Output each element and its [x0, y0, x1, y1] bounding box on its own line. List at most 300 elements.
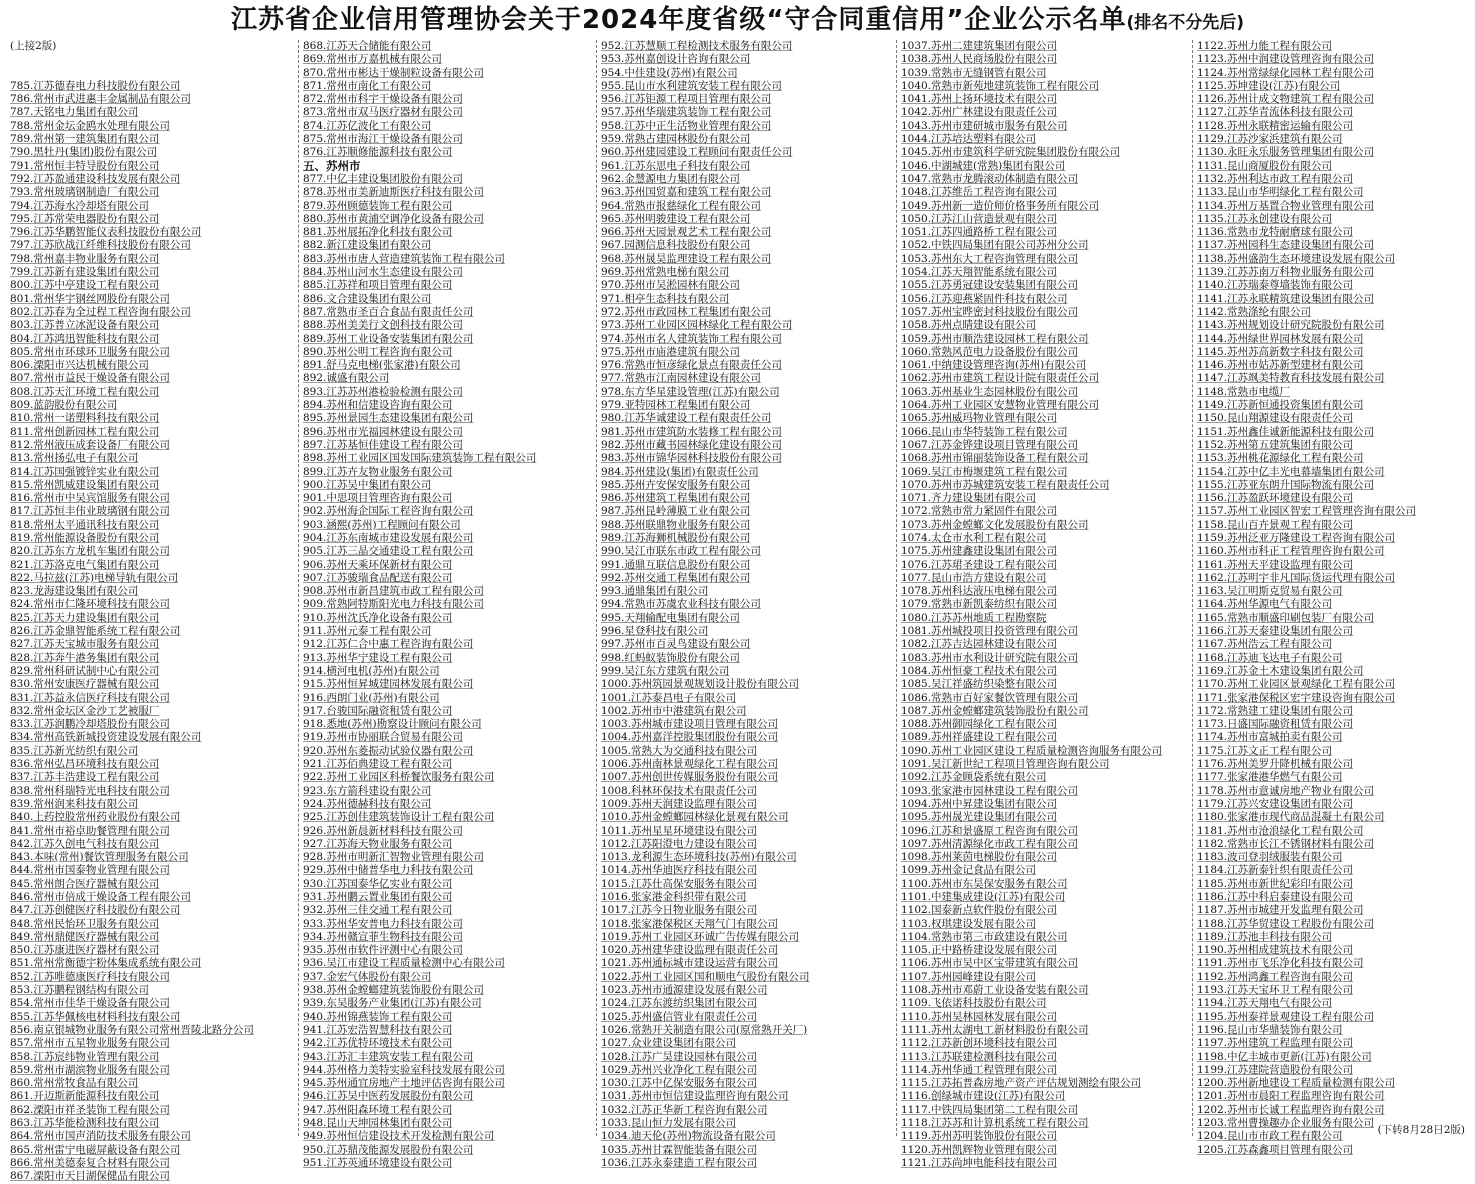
- list-item: 1077.昆山市浩方建设有限公司: [901, 571, 1047, 584]
- list-item: 1184.江苏新泰针织有限责任公司: [1197, 864, 1354, 877]
- list-item: 1034.迪天伦(苏州)物流设备有限公司: [601, 1130, 776, 1143]
- list-item: 886.文合建设集团有限公司: [303, 292, 432, 305]
- list-item: 835.江苏新光纺织有限公司: [10, 744, 139, 757]
- list-item: 908.苏州市新昌建筑市政工程有限公司: [303, 585, 484, 598]
- list-item: 949.苏州恒信建设技术开发检测有限公司: [303, 1130, 495, 1143]
- list-item: 1101.中建集成建设(江苏)有限公司: [901, 891, 1066, 903]
- list-item: 1192.苏州鸿鑫工程咨询有限公司: [1197, 970, 1354, 983]
- list-item: 821.江苏洛克电气集团有限公司: [10, 558, 160, 571]
- list-item: 1125.苏坤建设(江苏)有限公司: [1197, 79, 1341, 92]
- list-item: 1009.苏州天润建设监理有限公司: [601, 797, 758, 810]
- list-item: 906.苏州天乘环保新材有限公司: [303, 558, 453, 571]
- list-item: 852.江苏唯德康医疗科技有限公司: [10, 970, 170, 983]
- list-item: 958.江苏中正生活物业管理有限公司: [601, 119, 772, 132]
- list-item: 844.常州市国泰物业管理有限公司: [10, 864, 170, 877]
- list-item: 1154.江苏中亿丰光电幕墙集团有限公司: [1197, 465, 1385, 478]
- list-item: 1038.苏州人民商场股份有限公司: [901, 53, 1058, 66]
- list-item: 1148.常熟市电缆厂: [1197, 385, 1291, 398]
- list-item: 1127.江苏华青流体科技有限公司: [1197, 106, 1354, 119]
- list-item: 1092.江苏金顾袋系统有限公司: [901, 771, 1047, 784]
- list-item: 1121.江苏尚坤电能科技有限公司: [901, 1156, 1058, 1169]
- list-item: 837.江苏丰浩建设工程有限公司: [10, 771, 160, 784]
- list-item: 890.苏州公明工程咨询有限公司: [303, 345, 453, 358]
- list-item: 1135.江苏永创建设有限公司: [1197, 212, 1333, 225]
- list-item: 823.龙海建设集团有限公司: [10, 585, 139, 598]
- list-item: 901.中思项目管理咨询有限公司: [303, 492, 453, 505]
- list-item: 998.红蚂蚁装饰股份有限公司: [601, 651, 740, 664]
- list-item: 872.常州市科宇干燥设备有限公司: [303, 93, 463, 106]
- list-item: 1016.张家港金科织带有限公司: [601, 891, 747, 903]
- list-item: 875.常州市海江干燥设备有限公司: [303, 133, 463, 146]
- title-sub: (排名不分先后): [1126, 13, 1245, 33]
- list-item: 1065.苏州威玛物业管理有限公司: [901, 412, 1058, 425]
- list-item: 831.江苏益永信医疗科技有限公司: [10, 691, 170, 704]
- list-item: 967.园测信息科技股份有限公司: [601, 239, 751, 252]
- list-item: 1193.江苏天宝环卫工程有限公司: [1197, 984, 1354, 997]
- list-item: 1118.江苏苏和计算机系统工程有限公司: [901, 1117, 1089, 1130]
- list-item: 1079.常熟市新凯泰纺织有限公司: [901, 598, 1058, 611]
- list-item: 786.常州市武进惠丰金属制品有限公司: [10, 93, 191, 106]
- list-item: 1076.江苏珺圣建设工程有限公司: [901, 558, 1058, 571]
- list-item: 898.苏州工业园区国发国际建筑装饰工程有限公司: [303, 452, 537, 465]
- list-item: 922.苏州工业园区科桥餐饮服务有限公司: [303, 771, 495, 784]
- list-item: 1082.江苏吉达园林建设有限公司: [901, 638, 1058, 651]
- list-item: 1097.苏州清源绿化市政工程有限公司: [901, 837, 1079, 850]
- list-item: 880.苏州市黄浦空调净化设备有限公司: [303, 212, 484, 225]
- list-item: 1074.太仓市水利工程有限公司: [901, 531, 1047, 544]
- list-item: 999.吴江东方建筑有限公司: [601, 664, 730, 677]
- list-item: 881.苏州展拓净化科技有限公司: [303, 226, 453, 239]
- list-item: 820.江苏东方龙机车集团有限公司: [10, 545, 170, 558]
- list-item: 1198.中亿丰城市更新(江苏)有限公司: [1197, 1050, 1372, 1063]
- list-item: 925.江苏创佳建筑装饰设计工程有限公司: [303, 811, 495, 824]
- list-item: 887.常熟市圣百合食品有限责任公司: [303, 305, 474, 318]
- list-item: 1033.昆山恒力发展有限公司: [601, 1117, 737, 1130]
- list-item: 987.苏州昆岭薄膜工业有限公司: [601, 505, 751, 518]
- list-item: 1179.江苏兴安建设集团有限公司: [1197, 797, 1354, 810]
- list-item: 1156.江苏盈跃环境建设有限公司: [1197, 492, 1354, 505]
- list-item: 877.中亿丰建设集团股份有限公司: [303, 172, 463, 185]
- list-item: 1042.苏州广林建设有限责任公司: [901, 106, 1058, 119]
- list-item: 1091.吴江新世纪工程项目管理咨询有限公司: [901, 758, 1110, 771]
- list-item: 1070.苏州市苏城建筑安装工程有限责任公司: [901, 478, 1110, 491]
- blank-line: [6, 67, 292, 80]
- list-item: 1067.江苏金铧建设项目管理有限公司: [901, 438, 1079, 451]
- list-item: 1159.苏州泛亚万隆建设工程咨询有限公司: [1197, 531, 1396, 544]
- list-item: 1089.苏州祥盛建设工程有限公司: [901, 731, 1058, 744]
- list-item: 956.江苏钜源工程项目管理有限公司: [601, 93, 772, 106]
- list-item: 1137.苏州园科生态建设集团有限公司: [1197, 239, 1375, 252]
- list-item: 1188.江苏华贸建设工程股份有限公司: [1197, 917, 1375, 930]
- list-item: 891.舒马克电梯(张家港)有限公司: [303, 359, 461, 372]
- list-item: 952.江苏慧顺工程检测技术服务有限公司: [601, 40, 793, 52]
- list-item: 1001.江苏泰昌电子有限公司: [601, 691, 737, 704]
- list-item: 1111.苏州太湖电工新材料股份有限公司: [901, 1023, 1089, 1036]
- list-item: 1205.江苏森鑫项目管理有限公司: [1197, 1143, 1354, 1156]
- list-item: 845.常州朗合医疗器械有限公司: [10, 877, 160, 890]
- list-item: 1133.昆山市华明绿化工程有限公司: [1197, 186, 1364, 199]
- list-item: 1037.苏州二建建筑集团有限公司: [901, 40, 1058, 52]
- list-item: 813.常州扬弘电子有限公司: [10, 452, 139, 465]
- list-item: 1151.苏州鑫佳诚新能源科技有限公司: [1197, 425, 1375, 438]
- list-item: 860.常州常牧食品有限公司: [10, 1077, 139, 1090]
- list-item: 850.江苏康进医疗器材有限公司: [10, 944, 160, 957]
- list-item: 879.苏州顾德装饰工程有限公司: [303, 199, 453, 212]
- list-item: 810.常州一诺塑料科技有限公司: [10, 412, 160, 425]
- list-item: 979.亚特园林工程集团有限公司: [601, 399, 751, 412]
- list-item: 847.江苏创健医疗科技股份有限公司: [10, 904, 181, 917]
- list-item: 1130.永旺永乐服务管理集团有限公司: [1197, 146, 1375, 159]
- list-item: 1166.江苏天泰建设集团有限公司: [1197, 625, 1354, 638]
- list-item: 945.苏州通宜房地产土地评估咨询有限公司: [303, 1077, 505, 1090]
- list-item: 1041.苏州上扬环境技术有限公司: [901, 93, 1058, 106]
- section-heading: 五、苏州市: [303, 159, 361, 173]
- list-item: 816.常州市中吴宾馆服务有限公司: [10, 492, 170, 505]
- list-item: 838.常州科瑞特光电科技有限公司: [10, 784, 170, 797]
- list-item: 827.江苏天宝城市服务有限公司: [10, 638, 160, 651]
- list-item: 1191.苏州市飞乐净化科技有限公司: [1197, 957, 1364, 970]
- list-item: 1056.江苏迎燕紧固件科技有限公司: [901, 292, 1068, 305]
- list-item: 853.江苏鹏程钢结构有限公司: [10, 984, 149, 997]
- list-item: 855.江苏华佩核电材料科技有限公司: [10, 1010, 181, 1023]
- list-item: 1110.苏州吴林园林发展有限公司: [901, 1010, 1058, 1023]
- list-item: 1115.江苏拓普森房地产资产评估规划测绘有限公司: [901, 1077, 1142, 1090]
- list-item: 1093.张家港市园林建设工程有限公司: [901, 784, 1079, 797]
- list-item: 1140.江苏瑞泰尊墙装饰有限公司: [1197, 279, 1354, 292]
- list-item: 990.吴江市联东市政工程有限公司: [601, 545, 761, 558]
- list-item: 1181.苏州市沧浪绿化工程有限公司: [1197, 824, 1364, 837]
- list-item: 828.江苏奔牛港务集团有限公司: [10, 651, 160, 664]
- list-item: 1035.苏州甘霖智能装备有限公司: [601, 1143, 758, 1156]
- list-column-3: [596, 40, 891, 1169]
- list-item: 1164.苏州华源电气有限公司: [1197, 598, 1333, 611]
- list-item: 882.新江建设集团有限公司: [303, 239, 432, 252]
- list-item: 964.常熟市报慈绿化工程有限公司: [601, 199, 761, 212]
- list-item: 936.吴江市建设工程质量检测中心有限公司: [303, 957, 505, 970]
- list-item: 920.苏州东菱振动试验仪器有限公司: [303, 744, 474, 757]
- list-item: 1113.江苏联建检测科技有限公司: [901, 1050, 1058, 1063]
- list-item: 1020.苏州建华建设监理有限责任公司: [601, 944, 779, 957]
- list-item: 785.江苏德春电力科技股份有限公司: [10, 79, 181, 92]
- list-item: 961.江苏东思电子科技有限公司: [601, 159, 751, 172]
- list-item: 883.苏州市唐人营造建筑装饰工程有限公司: [303, 252, 505, 265]
- list-item: 876.江苏顺修能源科技有限公司: [303, 146, 453, 159]
- list-item: 1142.常熟涤纶有限公司: [1197, 305, 1312, 318]
- list-item: 1032.江苏正华新工程咨询有限公司: [601, 1103, 768, 1116]
- list-item: 1024.江苏东渡纺织集团有限公司: [601, 997, 758, 1010]
- list-item: 1021.苏州通标城市建设运营有限公司: [601, 957, 779, 970]
- list-item: 1058.苏州点睛建设有限公司: [901, 319, 1037, 332]
- list-item: 1043.苏州市建研城市服务有限公司: [901, 119, 1068, 132]
- list-item: 1072.常熟市常力紧固件有限公司: [901, 505, 1058, 518]
- list-item: 1102.国泰新点软件股份有限公司: [901, 904, 1058, 917]
- list-item: 957.苏州华瑞建筑装饰工程有限公司: [601, 106, 772, 119]
- list-item: 1003.苏州城市建设项目管理有限公司: [601, 718, 779, 731]
- list-item: 824.常州市仁隆环境科技有限公司: [10, 598, 170, 611]
- list-item: 1146.苏州市姑苏新型建材有限公司: [1197, 359, 1364, 372]
- list-item: 1183.波司登羽绒服装有限公司: [1197, 851, 1343, 864]
- list-item: 1173.日盛国际融资租赁有限公司: [1197, 718, 1354, 731]
- list-item: 1149.江苏新恒通投资集团有限公司: [1197, 399, 1364, 412]
- list-item: 874.江苏亿波化工有限公司: [303, 119, 432, 132]
- list-item: 1124.苏州常绿绿化园林工程有限公司: [1197, 66, 1375, 79]
- list-item: 971.相亭生态科技有限公司: [601, 292, 730, 305]
- list-item: 1152.苏州第五建筑集团有限公司: [1197, 438, 1354, 451]
- list-item: 968.苏州晟昊监理建设工程有限公司: [601, 252, 772, 265]
- list-item: 858.江苏宸纬物业管理有限公司: [10, 1050, 160, 1063]
- list-item: 1059.苏州市顺浩建设园林工程有限公司: [901, 332, 1089, 345]
- list-item: 1104.常熟市第三市政建设有限公司: [901, 930, 1068, 943]
- list-item: 1158.昆山百卉景观工程有限公司: [1197, 518, 1354, 531]
- list-item: 1096.江苏和景盛原工程咨询有限公司: [901, 824, 1079, 837]
- list-item: 806.溧阳市兴达机械有限公司: [10, 359, 149, 372]
- list-item: 1073.苏州金螳螂文化发展股份有限公司: [901, 518, 1089, 531]
- list-item: 1174.苏州市富城拍卖有限公司: [1197, 731, 1343, 744]
- list-item: 811.常州创新园林工程有限公司: [10, 425, 160, 438]
- list-item: 832.常州金坛区金沙工艺被服厂: [10, 704, 160, 717]
- list-item: 915.苏州恒昇城建园林发展有限公司: [303, 678, 474, 691]
- list-item: 1050.江苏江山营造景观有限公司: [901, 212, 1058, 225]
- list-item: 960.苏州建园建设工程顾问有限责任公司: [601, 146, 793, 159]
- list-item: 1194.江苏天翔电气有限公司: [1197, 997, 1333, 1010]
- list-item: 812.常州液压成套设备厂有限公司: [10, 438, 170, 451]
- list-item: 917.台骏国际融资租赁有限公司: [303, 704, 453, 717]
- list-item: 975.苏州市庙港建筑有限公司: [601, 345, 740, 358]
- list-item: 1172.常熟建工建设集团有限公司: [1197, 704, 1354, 717]
- list-item: 1178.苏州市意诚房地产物业有限公司: [1197, 784, 1375, 797]
- list-item: 1054.江苏天翔智能系统有限公司: [901, 266, 1058, 279]
- list-item: 787.天铭电力集团有限公司: [10, 106, 139, 119]
- list-item: 1025.苏州盛信管业有限责任公司: [601, 1010, 758, 1023]
- list-item: 995.天翔输配电集团有限公司: [601, 611, 740, 624]
- list-item: 836.常州弘昌环境科技有限公司: [10, 758, 160, 771]
- list-item: 1088.苏州御园绿化工程有限公司: [901, 718, 1058, 731]
- list-item: 869.常州市万嘉机械有限公司: [303, 53, 442, 66]
- list-item: 1005.常熟大为交通科技有限公司: [601, 744, 758, 757]
- list-item: 1187.苏州市城建开发监理有限公司: [1197, 904, 1364, 917]
- list-item: 793.常州玻璃钢制造厂有限公司: [10, 186, 160, 199]
- list-item: 817.江苏恒丰伟业玻璃钢有限公司: [10, 505, 170, 518]
- list-item: 1145.苏州苏高新数字科技有限公司: [1197, 345, 1364, 358]
- list-item: 924.苏州德赫科技有限公司: [303, 797, 432, 810]
- list-item: 861.开迈斯新能源科技有限公司: [10, 1090, 160, 1103]
- list-item: 895.苏州景园生态建设集团有限公司: [303, 412, 474, 425]
- list-item: 804.江苏鸿迅智能科技有限公司: [10, 332, 160, 345]
- list-item: 1105.正中路桥建设发展有限公司: [901, 944, 1058, 957]
- list-item: 989.江苏海狮机械股份有限公司: [601, 531, 751, 544]
- list-item: 1147.江苏飒美特教育科技发展有限公司: [1197, 372, 1385, 385]
- list-item: 1162.江苏明宇非凡国际货运代理有限公司: [1197, 571, 1396, 584]
- list-item: 797.江苏欣战江纤维科技股份有限公司: [10, 239, 191, 252]
- list-item: 856.南京银城物业服务有限公司常州晋陵北路分公司: [10, 1023, 254, 1036]
- list-column-2: [298, 40, 591, 1169]
- list-item: 864.常州市国声消防技术服务有限公司: [10, 1130, 191, 1143]
- list-item: 1029.苏州兴业净化工程有限公司: [601, 1063, 758, 1076]
- list-item: 1039.常熟市无缝钢管有限公司: [901, 66, 1047, 79]
- list-item: 1132.苏州利达市政工程有限公司: [1197, 172, 1354, 185]
- list-item: 1014.苏州华迪医疗科技有限公司: [601, 864, 758, 877]
- list-item: 878.苏州市美新迪斯医疗科技有限公司: [303, 186, 484, 199]
- list-item: 802.江苏春为全过程工程咨询有限公司: [10, 305, 191, 318]
- list-item: 1066.昆山市华特装饰工程有限公司: [901, 425, 1068, 438]
- list-item: 980.江苏华诚建设工程有限责任公司: [601, 412, 772, 425]
- list-item: 1103.权琪建设发展有限公司: [901, 917, 1037, 930]
- page-title: [0, 2, 1475, 38]
- list-item: 1031.苏州市恒信建设监理咨询有限公司: [601, 1090, 789, 1103]
- list-item: 1023.苏州市通源建设发展有限公司: [601, 984, 768, 997]
- list-item: 1143.苏州规划设计研究院股份有限公司: [1197, 319, 1385, 332]
- list-item: 905.江苏三晶交通建设工程有限公司: [303, 545, 474, 558]
- list-item: 910.苏州沈氏净化设备有限公司: [303, 611, 453, 624]
- list-item: 1012.江苏阳澄电力建设有限公司: [601, 837, 758, 850]
- list-item: 1084.苏州恒豪工程技术有限公司: [901, 664, 1058, 677]
- list-item: 893.江苏苏州港检验检测有限公司: [303, 385, 463, 398]
- list-item: 885.江苏祥和项目管理有限公司: [303, 279, 453, 292]
- list-item: 991.通鼎互联信息股份有限公司: [601, 558, 751, 571]
- list-item: 993.通鼎集团有限公司: [601, 585, 709, 598]
- list-item: 873.常州市双马医疗器材有限公司: [303, 106, 463, 119]
- list-item: 896.苏州市光福园林建设有限公司: [303, 425, 463, 438]
- list-item: 834.常州高铁新城投资建设发展有限公司: [10, 731, 202, 744]
- list-item: 1126.苏州计成文物建筑工程有限公司: [1197, 93, 1375, 106]
- list-item: 839.常州润来科技有限公司: [10, 797, 139, 810]
- list-item: 911.苏州元泰工程有限公司: [303, 625, 432, 638]
- list-item: 913.苏州华宁建设工程有限公司: [303, 651, 453, 664]
- list-item: 1170.苏州工业园区景观绿化工程有限公司: [1197, 678, 1396, 691]
- list-item: 943.江苏汇丰建筑安装工程有限公司: [303, 1050, 474, 1063]
- list-item: 1150.昆山翔源建设有限责任公司: [1197, 412, 1354, 425]
- list-item: 1071.齐力建设集团有限公司: [901, 492, 1037, 505]
- list-item: 965.苏州明骏建设工程有限公司: [601, 212, 751, 225]
- list-item: 982.苏州市藏书园林绿化建设有限公司: [601, 438, 782, 451]
- list-item: 973.苏州工业园区园林绿化工程有限公司: [601, 319, 793, 332]
- list-item: 801.常州华宇钢丝网股份有限公司: [10, 292, 170, 305]
- list-item: 934.苏州赣宣菲生物科技有限公司: [303, 930, 463, 943]
- list-item: 1087.苏州金螳螂建筑装饰股份有限公司: [901, 704, 1089, 717]
- list-column-4: [896, 40, 1187, 1169]
- list-item: 939.东吴服务产业集团(江苏)有限公司: [303, 997, 482, 1010]
- list-item: 1123.苏州中润建设管理咨询有限公司: [1197, 53, 1375, 66]
- list-item: 1185.苏州市新世纪彩印有限公司: [1197, 877, 1354, 890]
- list-item: 865.常州雷宁电磁屏蔽设备有限公司: [10, 1143, 181, 1156]
- list-item: 937.金宏气体股份有限公司: [303, 970, 432, 983]
- list-item: 970.苏州市吴淞园林有限公司: [601, 279, 740, 292]
- list-item: 1196.昆山市华鼎装饰有限公司: [1197, 1023, 1343, 1036]
- blank-line: [6, 53, 292, 66]
- list-item: 1027.众业建设集团有限公司: [601, 1037, 737, 1050]
- list-item: 946.江苏吴中医药发展股份有限公司: [303, 1090, 474, 1103]
- list-item: 892.诚盛有限公司: [303, 372, 390, 385]
- list-item: 1204.昆山市市政工程有限公司: [1197, 1130, 1343, 1143]
- list-item: 796.江苏华鹏智能仪表科技股份有限公司: [10, 226, 202, 239]
- list-item: 1186.江苏中科启泰建设有限公司: [1197, 891, 1354, 903]
- list-item: 1189.江苏池丰科技有限公司: [1197, 930, 1333, 943]
- list-item: 1030.江苏中亿保安服务有限公司: [601, 1077, 758, 1090]
- list-item: 1000.苏州筑园景观规划设计股份有限公司: [601, 678, 800, 691]
- list-item: 948.昆山天坤园林集团有限公司: [303, 1117, 453, 1130]
- list-item: 1155.江苏亚东朗升国际物流有限公司: [1197, 478, 1375, 491]
- list-item: 894.苏州和信建设咨询有限公司: [303, 399, 453, 412]
- list-item: 1063.苏州基业生态园林股份有限公司: [901, 385, 1079, 398]
- list-item: 1026.常熟开关制造有限公司(原常熟开关厂): [601, 1023, 808, 1036]
- list-item: 1157.苏州工业园区智宏工程管理咨询有限公司: [1197, 505, 1417, 518]
- list-item: 1010.苏州金螳螂园林绿化景观有限公司: [601, 811, 789, 824]
- list-item: 1002.苏州市中港建筑有限公司: [601, 704, 747, 717]
- list-item: 981.苏州市建筑防水装修工程有限公司: [601, 425, 782, 438]
- list-item: 1061.中纳建设管理咨询(苏州)有限公司: [901, 359, 1087, 372]
- list-item: 1169.江苏金土木建设集团有限公司: [1197, 664, 1364, 677]
- list-item: 942.江苏优特环境技术有限公司: [303, 1037, 453, 1050]
- list-item: 1078.苏州科达液压电梯有限公司: [901, 585, 1058, 598]
- list-item: 1190.苏州相成建筑技术有限公司: [1197, 944, 1354, 957]
- list-item: 1052.中铁四局集团有限公司苏州分公司: [901, 239, 1089, 252]
- list-item: 1120.苏州凯辉物业管理有限公司: [901, 1143, 1058, 1156]
- list-item: 859.常州市湖滨物业服务有限公司: [10, 1063, 170, 1076]
- list-item: 909.常熟阿特斯阳光电力科技有限公司: [303, 598, 484, 611]
- list-item: 794.江苏海水冷却塔有限公司: [10, 199, 149, 212]
- list-item: 1075.苏州建鑫建设集团有限公司: [901, 545, 1058, 558]
- list-item: 871.常州市南化工有限公司: [303, 79, 432, 92]
- list-item: 1107.苏州园峰建设有限公司: [901, 970, 1037, 983]
- list-item: 1018.张家港保税区天翔气门有限公司: [601, 917, 779, 930]
- list-item: 1094.苏州中昇建设集团有限公司: [901, 797, 1058, 810]
- list-item: 792.江苏盈通建设科技发展有限公司: [10, 172, 181, 185]
- list-item: 972.苏州市政园林工程集团有限公司: [601, 305, 772, 318]
- list-item: 1201.苏州市晨阳工程监理咨询有限公司: [1197, 1090, 1385, 1103]
- list-item: 1136.常熟市龙特耐磨球有限公司: [1197, 226, 1354, 239]
- list-item: 840.上药控股常州药业股份有限公司: [10, 811, 181, 824]
- list-item: 1044.江苏培达塑料有限公司: [901, 133, 1037, 146]
- list-item: 1106.苏州市吴中区宝带建筑有限公司: [901, 957, 1079, 970]
- list-item: 992.苏州交通工程集团有限公司: [601, 571, 751, 584]
- list-item: 789.常州第一建筑集团有限公司: [10, 133, 160, 146]
- list-item: 944.苏州格力美特实验室科技发展有限公司: [303, 1063, 505, 1076]
- list-item: 814.江苏国强镀锌实业有限公司: [10, 465, 160, 478]
- list-item: 963.苏州国贸嘉和建筑工程有限公司: [601, 186, 772, 199]
- list-item: 1049.苏州新一造价师价格事务所有限公司: [901, 199, 1100, 212]
- list-item: 822.马拉兹(江苏)电梯导轨有限公司: [10, 571, 179, 584]
- list-item: 866.常州美德泰复合材料有限公司: [10, 1156, 170, 1169]
- list-item: 902.苏州海企国际工程咨询有限公司: [303, 505, 474, 518]
- list-item: 959.常熟古建园林股份有限公司: [601, 133, 751, 146]
- list-item: 818.常州太平通讯科技有限公司: [10, 518, 160, 531]
- list-item: 849.常州鼎健医疗器械有限公司: [10, 930, 160, 943]
- list-item: 1013.龙利源生态环境科技(苏州)有限公司: [601, 851, 797, 864]
- list-item: 1138.苏州盛韵生态环境建设发展有限公司: [1197, 252, 1396, 265]
- list-item: 1095.苏州晟光建设集团有限公司: [901, 811, 1058, 824]
- list-item: 1086.常熟市百好家餐饮管理有限公司: [901, 691, 1079, 704]
- list-item: 1022.苏州工业园区国和顺电气股份有限公司: [601, 970, 810, 983]
- list-item: 1085.吴江祥盛纺织染整有限公司: [901, 678, 1058, 691]
- list-item: 798.常州嘉丰物业服务有限公司: [10, 252, 160, 265]
- list-item: 862.溧阳市祥圣装饰工程有限公司: [10, 1103, 170, 1116]
- list-item: 950.江苏鼎茂能源发展股份有限公司: [303, 1143, 474, 1156]
- list-item: 918.悉地(苏州)勘察设计顾问有限公司: [303, 718, 482, 731]
- list-item: 791.常州恒丰特导股份有限公司: [10, 159, 160, 172]
- list-item: 1017.江苏今日物业服务有限公司: [601, 904, 758, 917]
- list-item: 1195.苏州泰祥景观建设工程有限公司: [1197, 1010, 1375, 1023]
- continued-from-note: (上接2版): [10, 40, 57, 52]
- list-item: 799.江苏新有建设集团有限公司: [10, 266, 160, 279]
- list-item: 1053.苏州东大工程咨询管理有限公司: [901, 252, 1079, 265]
- list-item: 997.苏州市百灵鸟建设有限公司: [601, 638, 751, 651]
- list-item: 951.江苏英通环境建设有限公司: [303, 1156, 453, 1169]
- list-item: 903.涵熙(苏州)工程顾问有限公司: [303, 518, 461, 531]
- list-item: 977.常熟市江南园林建设有限公司: [601, 372, 761, 385]
- list-item: 1040.常熟市新苑地建筑装饰工程有限公司: [901, 79, 1100, 92]
- list-item: 931.苏州鹏云置业集团有限公司: [303, 891, 453, 903]
- list-item: 807.常州市益民干燥设备有限公司: [10, 372, 170, 385]
